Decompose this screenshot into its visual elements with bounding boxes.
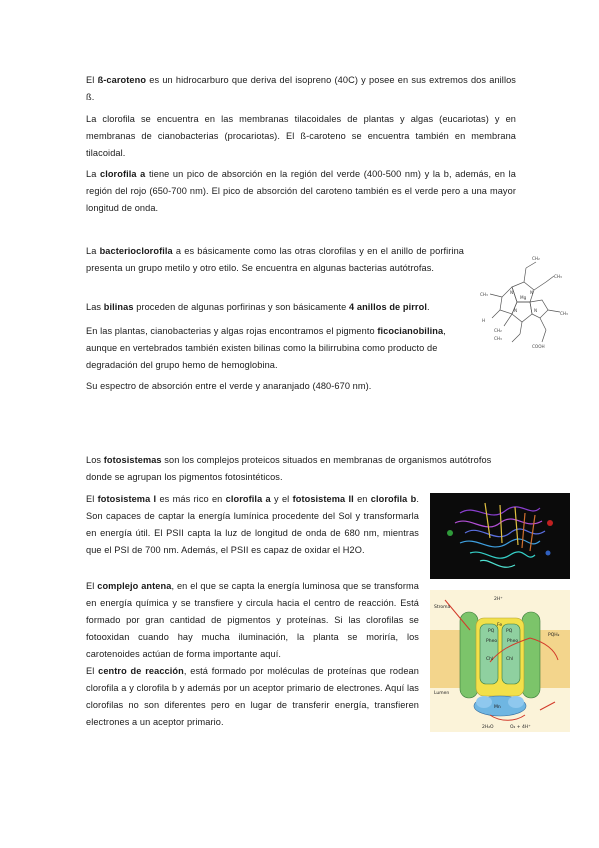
bold-term: centro de reacción <box>98 666 184 676</box>
paragraph-chlorophyll-location: La clorofila se encuentra en las membranas tilacoidales de plantas y algas (eucariotas) y en membranas de cianobacterias (procariotas). El ß-caroteno se encuentra también en membrana tilacoidal. <box>86 114 516 158</box>
label-pheo: Pheo <box>486 639 498 644</box>
photosystem-protein-structure-image <box>430 493 570 579</box>
paragraph-absorption-spectrum: Su espectro de absorción entre el verde y anaranjado (480-670 nm). <box>86 381 372 391</box>
photosystem-ii-diagram <box>430 590 570 732</box>
bold-term: clorofila b <box>370 494 417 504</box>
bold-term: clorofila a <box>99 169 146 179</box>
label-ch2: CH₂ <box>532 256 540 261</box>
label-ch3: CH₃ <box>554 274 562 279</box>
label-mg: Mg <box>520 295 527 300</box>
label-h2o: 2H₂O <box>482 725 494 730</box>
label-chl: Chl <box>506 657 514 662</box>
paragraph-beta-carotene: El ß-caroteno es un hidrocarburo que deriva del isopreno (40C) y posee en sus extremos dos anillos ß. <box>86 75 516 102</box>
paragraph-photosystems: Los fotosistemas son los complejos proteicos situados en membranas de organismos autótrofos donde se agrupan los pigmentos fotosintéticos. <box>86 455 492 482</box>
label-chl: Chl <box>486 657 494 662</box>
paragraph-chlorophyll-absorption: La clorofila a tiene un pico de absorción en la región del verde (400-500 nm) y la b, además, en la región del rojo (650-700 nm). El pico de absorción del caroteno también es el verde pero a una mayor longitud de onda. <box>86 169 516 213</box>
label-ch3: CH₃ <box>560 311 568 316</box>
paragraph-phycocyanobilin: En las plantas, cianobacterias y algas rojas encontramos el pigmento ficocianobilina, aunque en vertebrados también existen bilinas como la bilirrubina como producto de degradación del grupo hemo de hemoglobina. <box>86 326 446 370</box>
label-pqh2: PQH₂ <box>548 633 560 638</box>
label-o2: O₂ + 4H⁺ <box>510 725 531 730</box>
bold-term: fotosistema II <box>292 494 354 504</box>
bold-term: complejo antena <box>97 581 172 591</box>
label-n: N <box>510 290 514 295</box>
label-n: N <box>530 290 534 295</box>
label-n: N <box>514 308 518 313</box>
paragraph-antenna-complex: El complejo antena, en el que se capta la energía luminosa que se transforma en energía química y se transfiere y circula hacia el centro de reacción. Está formado por gran cantidad de pigmentos y proteínas. Si las clorofilas se fotooxidan cuando hay mucha iluminación, la planta se moriría, los carotenoides actúan de forma importante aquí. <box>86 581 419 659</box>
label-cooh: COOH <box>532 344 545 349</box>
label-ch3: CH₃ <box>480 292 488 297</box>
paragraph-bilins: Las bilinas proceden de algunas porfirinas y son básicamente 4 anillos de pirrol. <box>86 302 430 312</box>
label-mn: Mn <box>494 705 501 710</box>
label-n: N <box>534 308 538 313</box>
paragraph-photosystem-i-ii: El fotosistema I es más rico en clorofila a y el fotosistema II en clorofila b. Son capaces de captar la energía lumínica procedente del Sol y transformarla en energía útil. El PSII capta la luz de longitud de onda de 680 nm, mientras que el PSI de 700 nm. Además, el PSII es capaz de oxidar el H2O. <box>86 494 420 555</box>
bold-term: clorofila a <box>225 494 271 504</box>
label-ch3: CH₃ <box>494 336 502 341</box>
label-pheo: Pheo <box>507 639 519 644</box>
bold-term: fotosistema I <box>97 494 157 504</box>
bold-term: 4 anillos de pirrol <box>349 302 427 312</box>
bold-term: bacterioclorofila <box>99 246 173 256</box>
paragraph-reaction-center: El centro de reacción, está formado por moléculas de proteínas que rodean clorofila a y clorofila b y además por un aceptor primario de electrones. Aquí las clorofilas no son diferentes pero en lugar de transferir energía, transfieren electrones a un aceptor primario. <box>86 666 419 727</box>
label-stroma: Stroma <box>434 605 451 610</box>
label-h: H <box>482 318 486 323</box>
label-pq: PQ <box>506 629 513 634</box>
bold-term: bilinas <box>103 302 134 312</box>
paragraph-bacteriochlorophyll: La bacterioclorofila a es básicamente como las otras clorofilas y en el anillo de porfirina presenta un grupo metilo y otro etilo. Se encuentra en algunas bacterias autótrofas. <box>86 246 464 273</box>
label-h-top: 2H⁺ <box>494 597 503 602</box>
label-fe: Fe <box>497 623 503 628</box>
label-pq: PQ <box>488 629 495 634</box>
bold-term: fotosistemas <box>103 455 162 465</box>
bacteriochlorophyll-structure-figure <box>472 252 572 352</box>
bold-term: ß-caroteno <box>97 75 147 85</box>
bold-term: ficocianobilina <box>377 326 444 336</box>
label-ch2: CH₂ <box>494 328 502 333</box>
label-lumen: Lumen <box>434 691 450 696</box>
